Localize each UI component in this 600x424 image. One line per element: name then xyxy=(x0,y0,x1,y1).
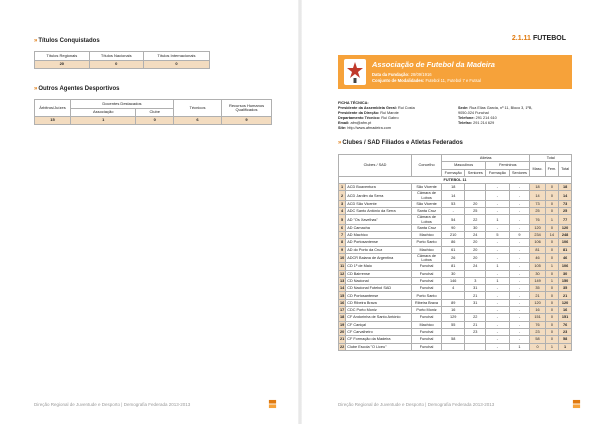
total-all: 46 xyxy=(559,253,572,262)
f-formacao: - xyxy=(486,321,509,328)
table-row xyxy=(339,239,572,246)
club-name: ADCR Baiana de Argentina xyxy=(346,253,412,262)
val-associacao: 1 xyxy=(71,117,136,125)
chapter-title xyxy=(512,35,566,42)
total-fem: 0 xyxy=(545,246,559,253)
club-name: CF Formação da Madeira xyxy=(346,336,412,343)
th-associacao: Associação xyxy=(71,109,136,117)
val-tecnicos: 6 xyxy=(174,117,222,125)
f-formacao: - xyxy=(486,299,509,306)
th-tecnicos: Técnicos xyxy=(174,100,222,117)
f-seniores: - xyxy=(509,184,530,191)
concelho: São Vicente xyxy=(412,200,442,207)
total-masc: 106 xyxy=(530,239,545,246)
total-fem: 0 xyxy=(545,200,559,207)
table-row xyxy=(339,191,572,200)
club-name: ADC Santo António da Serra xyxy=(346,208,412,215)
table-row xyxy=(339,328,572,335)
m-formacao: 89 xyxy=(442,299,465,306)
m-seniores: 25 xyxy=(465,208,486,215)
f-seniores: - xyxy=(509,328,530,335)
f-seniores: - xyxy=(509,314,530,321)
total-masc: 16 xyxy=(530,307,545,314)
concelho: Machico xyxy=(412,321,442,328)
f-seniores: - xyxy=(509,321,530,328)
total-masc: 105 xyxy=(530,263,545,270)
th-masc: Masc. xyxy=(530,162,545,177)
club-name: Clube Escola "O Liceu" xyxy=(346,343,412,350)
total-all: 35 xyxy=(559,285,572,292)
concelho: São Vicente xyxy=(412,184,442,191)
f-seniores: - xyxy=(509,224,530,231)
total-all: 21 xyxy=(559,292,572,299)
concelho: Porto Santo xyxy=(412,292,442,299)
footer-logo-icon xyxy=(268,399,277,409)
m-formacao: 210 xyxy=(442,232,465,239)
m-formacao: 58 xyxy=(442,336,465,343)
concelho: Porto Santo xyxy=(412,239,442,246)
club-name: AD Machico xyxy=(346,232,412,239)
total-masc: 0 xyxy=(530,343,545,350)
val-recursos: 9 xyxy=(222,117,272,125)
row-number: 16 xyxy=(340,300,345,305)
total-all: 81 xyxy=(559,246,572,253)
total-fem: 0 xyxy=(545,253,559,262)
val-regionais: 20 xyxy=(35,61,90,69)
club-name: CF Andorinha de Santo António xyxy=(346,314,412,321)
th-docentes: Docentes Destacados xyxy=(71,100,174,109)
table-row xyxy=(339,263,572,270)
f-seniores: - xyxy=(509,200,530,207)
table-row xyxy=(339,200,572,207)
total-masc: 35 xyxy=(530,285,545,292)
total-all: 16 xyxy=(559,307,572,314)
m-seniores xyxy=(465,191,486,200)
total-all: 58 xyxy=(559,336,572,343)
total-masc: 149 xyxy=(530,277,545,284)
m-seniores xyxy=(465,307,486,314)
f-formacao: - xyxy=(486,328,509,335)
clubes-heading: »Clubes / SAD Filiados e Atletas Federados xyxy=(338,140,463,146)
th-fem: Fem. xyxy=(545,162,559,177)
concelho: Funchal xyxy=(412,270,442,277)
right-page xyxy=(300,0,600,424)
table-row xyxy=(339,208,572,215)
row-number: 5 xyxy=(339,215,346,224)
total-fem: 0 xyxy=(545,270,559,277)
th-arbitros: Árbitros/Juízes xyxy=(35,100,71,117)
heading-marker-icon: » xyxy=(34,86,38,92)
total-fem: 1 xyxy=(545,277,559,284)
f-seniores: - xyxy=(509,208,530,215)
modalities-line: Conjunto de Modalidades: Futebol 11, Futebol 7 e Futsal xyxy=(372,78,481,83)
club-name: AD "Os Xavelhas" xyxy=(346,215,412,224)
f-seniores: - xyxy=(509,239,530,246)
federation-banner xyxy=(338,55,572,89)
row-number: 11 xyxy=(340,264,345,269)
f-formacao: - xyxy=(486,285,509,292)
m-formacao: 129 xyxy=(442,314,465,321)
concelho: Machico xyxy=(412,246,442,253)
m-formacao: 146 xyxy=(442,277,465,284)
club-rows xyxy=(339,184,572,351)
val-nacionais: 0 xyxy=(89,61,143,69)
right-footer: Direção Regional de Juventude e Desporto | Demografia Federada 2013-2013 xyxy=(338,402,495,407)
row-number: 9 xyxy=(339,246,346,253)
f-seniores: - xyxy=(509,307,530,314)
concelho: Câmara de Lobos xyxy=(412,191,442,200)
total-masc: 120 xyxy=(530,299,545,306)
total-fem: 1 xyxy=(545,263,559,270)
th-masculinos: Masculinos xyxy=(442,162,486,169)
f-formacao: - xyxy=(486,270,509,277)
m-formacao xyxy=(442,328,465,335)
total-masc: 58 xyxy=(530,336,545,343)
club-name: AD do Porto da Cruz xyxy=(346,246,412,253)
table-row xyxy=(339,321,572,328)
m-seniores: 24 xyxy=(465,232,486,239)
total-all: 18 xyxy=(559,184,572,191)
f-seniores: - xyxy=(509,215,530,224)
m-seniores: 31 xyxy=(465,299,486,306)
row-number: 7 xyxy=(339,232,346,239)
total-masc: 120 xyxy=(530,224,545,231)
subheading-futebol11: FUTEBOL 11 xyxy=(339,176,572,183)
f-seniores: - xyxy=(509,191,530,200)
concelho: Santa Cruz xyxy=(412,208,442,215)
total-fem: 0 xyxy=(545,336,559,343)
total-fem: 0 xyxy=(545,307,559,314)
concelho: Funchal xyxy=(412,277,442,284)
total-all: 25 xyxy=(559,208,572,215)
total-masc: 30 xyxy=(530,270,545,277)
total-masc: 73 xyxy=(530,200,545,207)
total-fem: 1 xyxy=(545,343,559,350)
club-name: CDC Porto Moniz xyxy=(346,307,412,314)
m-formacao: 16 xyxy=(442,307,465,314)
concelho: Ribeira Brava xyxy=(412,299,442,306)
row-number: 6 xyxy=(339,224,346,231)
concelho: Funchal xyxy=(412,343,442,350)
table-row xyxy=(339,224,572,231)
table-row xyxy=(339,292,572,299)
row-number: 17 xyxy=(340,308,345,313)
total-masc: 21 xyxy=(530,292,545,299)
total-fem: 0 xyxy=(545,184,559,191)
footer-logo-icon xyxy=(572,399,581,409)
total-masc: 81 xyxy=(530,246,545,253)
m-formacao xyxy=(442,343,465,350)
table-row xyxy=(339,270,572,277)
f-seniores: - xyxy=(509,277,530,284)
f-formacao: - xyxy=(486,184,509,191)
th-f-formacao: Formação xyxy=(486,169,509,176)
total-all: 120 xyxy=(559,299,572,306)
f-formacao: - xyxy=(486,253,509,262)
val-internacionais: 0 xyxy=(143,61,209,69)
f-seniores: - xyxy=(509,285,530,292)
m-seniores: 21 xyxy=(465,292,486,299)
total-masc: 234 xyxy=(530,232,545,239)
f-seniores: 9 xyxy=(509,232,530,239)
th-clube: Clube xyxy=(136,109,174,117)
th-total: Total xyxy=(530,155,572,162)
m-formacao: 18 xyxy=(442,184,465,191)
m-seniores: 20 xyxy=(465,246,486,253)
val-clube: 0 xyxy=(136,117,174,125)
total-all: 76 xyxy=(559,321,572,328)
total-masc: 76 xyxy=(530,215,545,224)
club-name: AD Portosantense xyxy=(346,239,412,246)
m-seniores xyxy=(465,184,486,191)
m-formacao xyxy=(442,292,465,299)
th-nacionais: Títulos Nacionais xyxy=(89,52,143,61)
club-name: CF Caniçal xyxy=(346,321,412,328)
total-fem: 0 xyxy=(545,208,559,215)
f-formacao: - xyxy=(486,307,509,314)
m-formacao: 30 xyxy=(442,270,465,277)
clubes-table xyxy=(338,154,572,351)
row-number: 12 xyxy=(340,271,345,276)
f-formacao: - xyxy=(486,343,509,350)
agentes-table xyxy=(34,99,272,125)
club-name: CD Ribeira Brava xyxy=(346,299,412,306)
row-number: 19 xyxy=(340,322,345,327)
total-fem: 0 xyxy=(545,321,559,328)
heading-marker-icon: » xyxy=(34,38,38,44)
th-m-formacao: Formação xyxy=(442,169,465,176)
club-name: CD Portosantense xyxy=(346,292,412,299)
m-seniores: 22 xyxy=(465,314,486,321)
concelho: Funchal xyxy=(412,328,442,335)
table-row xyxy=(339,184,572,191)
f-seniores: 1 xyxy=(509,343,530,350)
th-atletas: Atletas xyxy=(442,155,530,162)
f-seniores: - xyxy=(509,336,530,343)
concelho: Funchal xyxy=(412,263,442,270)
row-number: 8 xyxy=(339,239,346,246)
m-seniores: 23 xyxy=(465,328,486,335)
concelho: Funchal xyxy=(412,314,442,321)
total-fem: 0 xyxy=(545,224,559,231)
m-seniores: 3 xyxy=(465,277,486,284)
total-all: 151 xyxy=(559,314,572,321)
th-m-seniores: Seniores xyxy=(465,169,486,176)
total-masc: 18 xyxy=(530,184,545,191)
m-formacao: 86 xyxy=(442,239,465,246)
club-name: AD Camacha xyxy=(346,224,412,231)
club-name: CF Carvalheiro xyxy=(346,328,412,335)
th-internacionais: Títulos Internacionais xyxy=(143,52,209,61)
founded-line: Data da Fundação: 28/09/1916 xyxy=(372,72,432,77)
th-regionais: Títulos Regionais xyxy=(35,52,90,61)
total-masc: 151 xyxy=(530,314,545,321)
m-seniores xyxy=(465,270,486,277)
row-number: 2 xyxy=(339,191,346,200)
th-femininos: Femininos xyxy=(486,162,530,169)
row-number: 13 xyxy=(340,278,345,283)
club-name: CD Bairrense xyxy=(346,270,412,277)
total-masc: 14 xyxy=(530,191,545,200)
club-name: CD 1º de Maio xyxy=(346,263,412,270)
total-fem: 14 xyxy=(545,232,559,239)
total-fem: 1 xyxy=(545,215,559,224)
total-all: 150 xyxy=(559,277,572,284)
chapter-name: FUTEBOL xyxy=(532,35,566,42)
f-seniores: - xyxy=(509,299,530,306)
row-number: 20 xyxy=(340,330,345,335)
f-seniores: - xyxy=(509,246,530,253)
m-seniores xyxy=(465,343,486,350)
total-all: 14 xyxy=(559,191,572,200)
concelho: Porto Moniz xyxy=(412,307,442,314)
f-formacao: 1 xyxy=(486,277,509,284)
federation-emblem-icon xyxy=(344,59,366,85)
row-number: 18 xyxy=(340,315,345,320)
f-seniores: - xyxy=(509,253,530,262)
table-row xyxy=(339,343,572,350)
total-fem: 0 xyxy=(545,292,559,299)
m-seniores: 24 xyxy=(465,263,486,270)
th-f-seniores: Seniores xyxy=(509,169,530,176)
total-fem: 0 xyxy=(545,328,559,335)
total-all: 77 xyxy=(559,215,572,224)
m-formacao: 81 xyxy=(442,263,465,270)
concelho: Câmara de Lobos xyxy=(412,215,442,224)
table-row xyxy=(339,253,572,262)
f-formacao: - xyxy=(486,224,509,231)
f-formacao: - xyxy=(486,191,509,200)
m-formacao: 53 xyxy=(442,200,465,207)
th-clubes: Clubes / SAD xyxy=(339,155,412,177)
table-row xyxy=(339,277,572,284)
federation-name: Associação de Futebol da Madeira xyxy=(372,60,495,69)
total-all: 120 xyxy=(559,224,572,231)
total-fem: 0 xyxy=(545,239,559,246)
row-number: 15 xyxy=(340,293,345,298)
m-formacao: 14 xyxy=(442,191,465,200)
m-formacao: 55 xyxy=(442,321,465,328)
table-row xyxy=(339,336,572,343)
total-all: 73 xyxy=(559,200,572,207)
table-row xyxy=(339,285,572,292)
row-number: 4 xyxy=(339,208,346,215)
f-formacao: 1 xyxy=(486,263,509,270)
f-formacao: - xyxy=(486,200,509,207)
ficha-tecnica: FICHA TÉCNICA: Presidente da Assembleia Geral: Rui Costa Presidente da Direção: Rui Marote Departamento Técnico: Rui Gabro Email: afm@afm.pt Site: http://www.afmadeira.com xyxy=(338,101,415,130)
f-seniores: - xyxy=(509,263,530,270)
total-all: 106 xyxy=(559,239,572,246)
total-masc: 25 xyxy=(530,208,545,215)
f-formacao: - xyxy=(486,208,509,215)
val-arbitros: 15 xyxy=(35,117,71,125)
club-name: ACD São Vicente xyxy=(346,200,412,207)
total-masc: 23 xyxy=(530,328,545,335)
m-seniores xyxy=(465,336,486,343)
chapter-number: 2.1.11 xyxy=(511,35,531,42)
agentes-heading: »Outros Agentes Desportivos xyxy=(34,86,120,92)
m-formacao: - xyxy=(442,208,465,215)
concelho: Câmara de Lobos xyxy=(412,253,442,262)
m-seniores: 31 xyxy=(465,285,486,292)
table-row xyxy=(339,299,572,306)
titulos-heading: »Títulos Conquistados xyxy=(34,38,100,44)
m-seniores: 22 xyxy=(465,215,486,224)
heading-marker-icon: » xyxy=(338,140,342,146)
club-name: CD Nacional xyxy=(346,277,412,284)
club-name: ACD Jardim da Serra xyxy=(346,191,412,200)
total-all: 1 xyxy=(559,343,572,350)
row-number: 21 xyxy=(340,337,345,342)
table-row xyxy=(339,307,572,314)
f-formacao: 1 xyxy=(486,215,509,224)
total-masc: 46 xyxy=(530,253,545,262)
concelho: Funchal xyxy=(412,285,442,292)
table-row xyxy=(339,246,572,253)
f-formacao: - xyxy=(486,239,509,246)
concelho: Santa Cruz xyxy=(412,224,442,231)
total-all: 23 xyxy=(559,328,572,335)
titulos-table xyxy=(34,51,210,69)
m-formacao: 54 xyxy=(442,215,465,224)
left-footer: Direção Regional de Juventude e Desporto | Demografia Federada 2013-2013 xyxy=(34,402,191,407)
total-fem: 0 xyxy=(545,191,559,200)
concelho: Machico xyxy=(412,232,442,239)
th-total2: Total xyxy=(559,162,572,177)
m-formacao: 90 xyxy=(442,224,465,231)
f-seniores: - xyxy=(509,292,530,299)
total-fem: 0 xyxy=(545,299,559,306)
club-name: ACD Boaventura xyxy=(346,184,412,191)
m-formacao: 4 xyxy=(442,285,465,292)
table-row xyxy=(339,314,572,321)
total-fem: 0 xyxy=(545,314,559,321)
f-formacao: - xyxy=(486,336,509,343)
m-seniores: 21 xyxy=(465,321,486,328)
total-all: 106 xyxy=(559,263,572,270)
row-number: 1 xyxy=(339,184,346,191)
row-number: 22 xyxy=(340,344,345,349)
m-seniores: 20 xyxy=(465,253,486,262)
f-seniores: - xyxy=(509,270,530,277)
row-number: 3 xyxy=(339,200,346,207)
f-formacao: - xyxy=(486,292,509,299)
table-row xyxy=(339,232,572,239)
f-formacao: - xyxy=(486,314,509,321)
m-seniores: 30 xyxy=(465,224,486,231)
total-all: 30 xyxy=(559,270,572,277)
club-name: CD Nacional Futebol SAD xyxy=(346,285,412,292)
ficha-address: Sede: Rua Elias Garcia, nº 11, Bloco 3, 1ºB, 9050-024 Funchal Telefone: 291 214 610 Telefax: 291 214 629 xyxy=(458,106,533,125)
m-formacao: 61 xyxy=(442,246,465,253)
total-all: 248 xyxy=(559,232,572,239)
f-formacao: - xyxy=(486,246,509,253)
total-fem: 0 xyxy=(545,285,559,292)
row-number: 14 xyxy=(340,286,345,291)
m-formacao: 26 xyxy=(442,253,465,262)
concelho: Funchal xyxy=(412,336,442,343)
f-formacao: 5 xyxy=(486,232,509,239)
total-masc: 76 xyxy=(530,321,545,328)
m-seniores: 20 xyxy=(465,239,486,246)
th-recursos: Recursos Humanos Qualificados xyxy=(222,100,272,117)
table-row xyxy=(339,215,572,224)
th-concelho: Concelho xyxy=(412,155,442,177)
m-seniores: 20 xyxy=(465,200,486,207)
row-number: 10 xyxy=(339,253,346,262)
